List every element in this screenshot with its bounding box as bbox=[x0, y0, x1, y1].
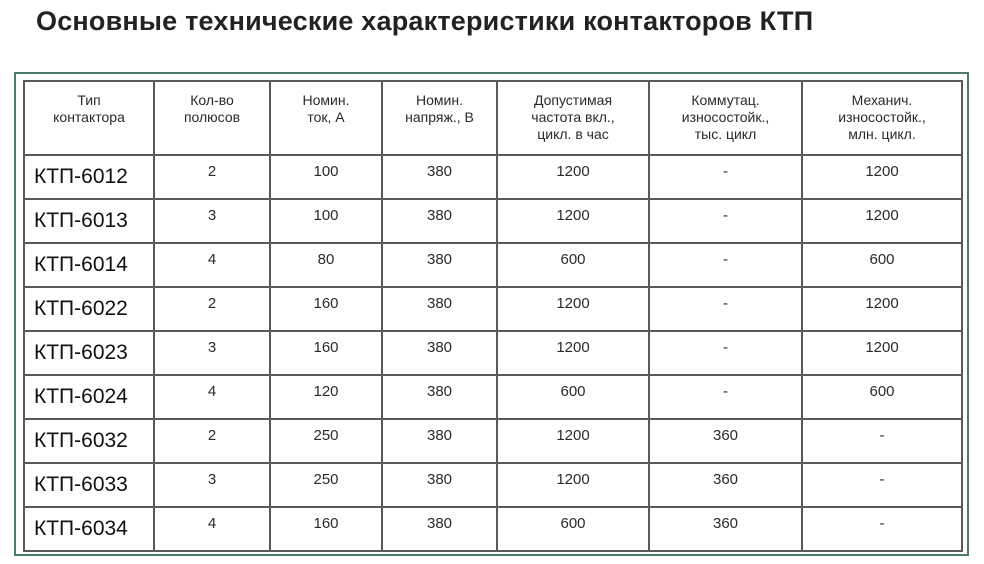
cell-mechanical-wear: 1200 bbox=[802, 155, 962, 199]
cell-type: КТП-6033 bbox=[24, 463, 154, 507]
cell-commutation-wear: - bbox=[649, 375, 802, 419]
cell-voltage: 380 bbox=[382, 419, 497, 463]
table-frame bbox=[14, 72, 969, 556]
table-row bbox=[24, 155, 962, 199]
cell-commutation-wear: - bbox=[649, 155, 802, 199]
cell-frequency: 1200 bbox=[497, 287, 649, 331]
cell-poles: 3 bbox=[154, 199, 270, 243]
header-type: Тип контактора bbox=[24, 81, 154, 155]
cell-voltage: 380 bbox=[382, 243, 497, 287]
cell-mechanical-wear: 1200 bbox=[802, 287, 962, 331]
cell-type: КТП-6022 bbox=[24, 287, 154, 331]
cell-current: 160 bbox=[270, 287, 382, 331]
header-mechanical-wear: Механич. износостойк., млн. цикл. bbox=[802, 81, 962, 155]
cell-type: КТП-6032 bbox=[24, 419, 154, 463]
cell-frequency: 600 bbox=[497, 243, 649, 287]
cell-voltage: 380 bbox=[382, 507, 497, 551]
cell-current: 250 bbox=[270, 463, 382, 507]
cell-poles: 3 bbox=[154, 463, 270, 507]
cell-commutation-wear: 360 bbox=[649, 507, 802, 551]
cell-current: 120 bbox=[270, 375, 382, 419]
cell-current: 250 bbox=[270, 419, 382, 463]
cell-voltage: 380 bbox=[382, 199, 497, 243]
cell-frequency: 600 bbox=[497, 507, 649, 551]
cell-commutation-wear: - bbox=[649, 331, 802, 375]
cell-current: 100 bbox=[270, 199, 382, 243]
cell-mechanical-wear: 600 bbox=[802, 375, 962, 419]
cell-poles: 3 bbox=[154, 331, 270, 375]
cell-commutation-wear: - bbox=[649, 287, 802, 331]
cell-commutation-wear: - bbox=[649, 199, 802, 243]
cell-frequency: 1200 bbox=[497, 155, 649, 199]
cell-frequency: 1200 bbox=[497, 331, 649, 375]
cell-poles: 2 bbox=[154, 155, 270, 199]
cell-type: КТП-6024 bbox=[24, 375, 154, 419]
cell-frequency: 600 bbox=[497, 375, 649, 419]
cell-poles: 2 bbox=[154, 419, 270, 463]
header-row bbox=[24, 81, 962, 155]
cell-frequency: 1200 bbox=[497, 199, 649, 243]
cell-mechanical-wear: - bbox=[802, 463, 962, 507]
header-commutation-wear: Коммутац. износостойк., тыс. цикл bbox=[649, 81, 802, 155]
table-row bbox=[24, 243, 962, 287]
table-row bbox=[24, 419, 962, 463]
header-frequency: Допустимая частота вкл., цикл. в час bbox=[497, 81, 649, 155]
cell-poles: 4 bbox=[154, 243, 270, 287]
cell-poles: 4 bbox=[154, 375, 270, 419]
cell-commutation-wear: 360 bbox=[649, 419, 802, 463]
cell-current: 80 bbox=[270, 243, 382, 287]
header-current: Номин. ток, А bbox=[270, 81, 382, 155]
cell-mechanical-wear: - bbox=[802, 419, 962, 463]
cell-frequency: 1200 bbox=[497, 463, 649, 507]
table-row bbox=[24, 287, 962, 331]
cell-current: 160 bbox=[270, 331, 382, 375]
cell-commutation-wear: 360 bbox=[649, 463, 802, 507]
cell-mechanical-wear: 600 bbox=[802, 243, 962, 287]
header-poles: Кол-во полюсов bbox=[154, 81, 270, 155]
cell-type: КТП-6012 bbox=[24, 155, 154, 199]
cell-voltage: 380 bbox=[382, 331, 497, 375]
cell-voltage: 380 bbox=[382, 375, 497, 419]
table-row bbox=[24, 463, 962, 507]
specs-table bbox=[23, 80, 963, 552]
cell-poles: 4 bbox=[154, 507, 270, 551]
header-voltage: Номин. напряж., В bbox=[382, 81, 497, 155]
cell-type: КТП-6014 bbox=[24, 243, 154, 287]
table-row bbox=[24, 331, 962, 375]
cell-voltage: 380 bbox=[382, 155, 497, 199]
cell-mechanical-wear: 1200 bbox=[802, 331, 962, 375]
cell-voltage: 380 bbox=[382, 287, 497, 331]
page-title: Основные технические характеристики контакторов КТП bbox=[36, 6, 814, 36]
cell-mechanical-wear: - bbox=[802, 507, 962, 551]
table-row bbox=[24, 375, 962, 419]
table-row bbox=[24, 199, 962, 243]
cell-type: КТП-6034 bbox=[24, 507, 154, 551]
cell-type: КТП-6013 bbox=[24, 199, 154, 243]
cell-mechanical-wear: 1200 bbox=[802, 199, 962, 243]
table-row bbox=[24, 507, 962, 551]
cell-type: КТП-6023 bbox=[24, 331, 154, 375]
cell-current: 100 bbox=[270, 155, 382, 199]
cell-voltage: 380 bbox=[382, 463, 497, 507]
cell-commutation-wear: - bbox=[649, 243, 802, 287]
cell-frequency: 1200 bbox=[497, 419, 649, 463]
cell-current: 160 bbox=[270, 507, 382, 551]
cell-poles: 2 bbox=[154, 287, 270, 331]
